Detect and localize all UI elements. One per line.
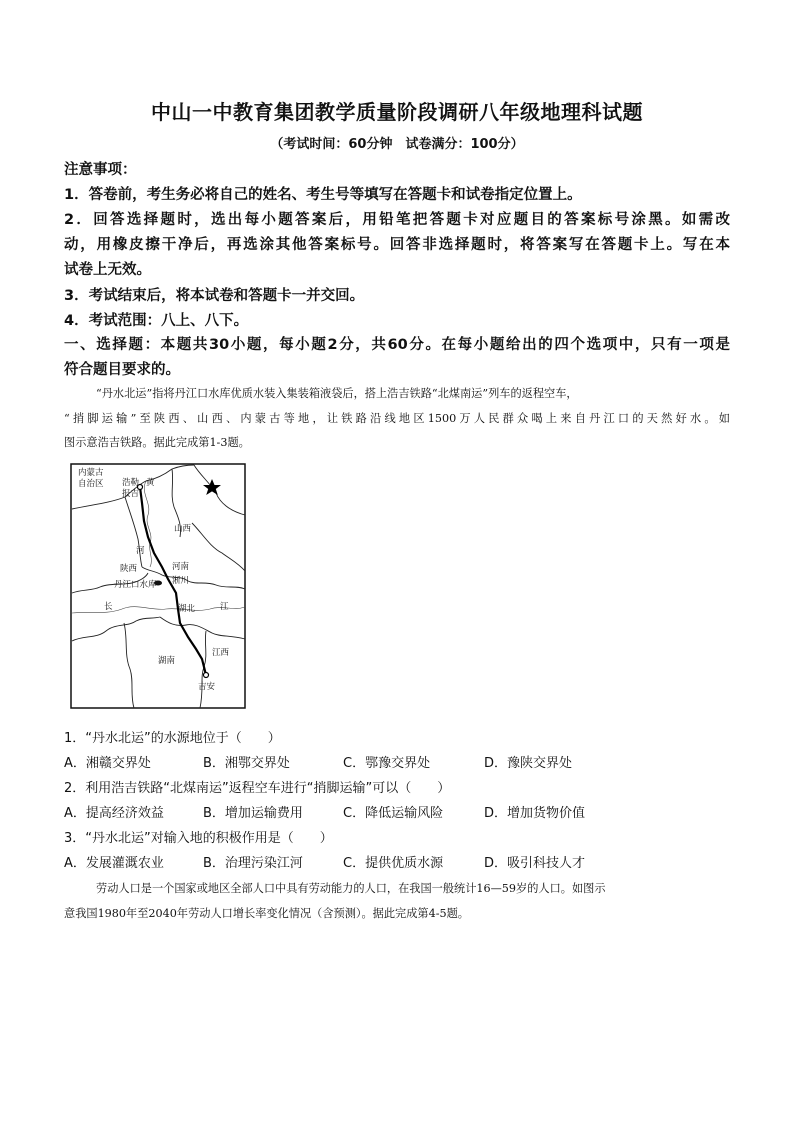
map-label-huang: 黄 (146, 478, 155, 488)
notice-heading: 注意事项： (64, 162, 137, 178)
q2-option-d[interactable]: D．增加货物价值 (484, 806, 586, 821)
map-label-xichuan: 淅川 (172, 576, 190, 586)
notice-item-2-line-3: 试卷上无效。 (64, 262, 151, 278)
map-label-hunan: 湖南 (158, 656, 176, 666)
q3-option-a[interactable]: A．发展灌溉农业 (64, 856, 164, 871)
notice-item-1: 1．答卷前，考生务必将自己的姓名、考生号等填写在答题卡和试卷指定位置上。 (64, 187, 582, 203)
notice-item-3: 3．考试结束后，将本试卷和答题卡一并交回。 (64, 288, 365, 304)
railway-map-svg (70, 463, 246, 709)
railway-map (70, 463, 246, 709)
passage-2-line-2: 意我国1980年至2040年劳动人口增长率变化情况（含预测）。据此完成第4-5题。 (64, 907, 469, 920)
passage-2-line-1: 劳动人口是一个国家或地区全部人口中具有劳动能力的人口，在我国一般统计16—59岁的人口。如图示 (96, 882, 606, 895)
map-label-danjiang: 丹江口水库 (114, 580, 157, 590)
passage-1-line-3: 图示意浩吉铁路。据此完成第1-3题。 (64, 436, 250, 449)
question-3-stem: 3．“丹水北运”对输入地的积极作用是（ ） (64, 831, 333, 846)
passage-1-line-1: “丹水北运”指将丹江口水库优质水装入集装箱液袋后，搭上浩吉铁路“北煤南运”列车的返程空车， (96, 387, 578, 400)
map-label-jiangxi: 江西 (212, 648, 230, 658)
q3-option-b[interactable]: B．治理污染江河 (203, 856, 303, 871)
question-1-stem: 1．“丹水北运”的水源地位于（ ） (64, 731, 281, 746)
q2-option-c[interactable]: C．降低运输风险 (343, 806, 444, 821)
q1-option-b[interactable]: B．湘鄂交界处 (203, 756, 290, 771)
map-label-hubei: 湖北 (178, 604, 196, 614)
map-label-he: 河 (136, 546, 145, 556)
section-heading-line-2: 符合题目要求的。 (64, 362, 180, 378)
q1-option-a[interactable]: A．湘赣交界处 (64, 756, 151, 771)
notice-item-4: 4．考试范围：八上、八下。 (64, 313, 249, 329)
map-label-shanxi: 山西 (174, 524, 192, 534)
q3-option-c[interactable]: C．提供优质水源 (343, 856, 444, 871)
map-label-shaanxi: 陕西 (120, 564, 138, 574)
section-heading-line-1: 一、选择题：本题共30小题，每小题2分，共60分。在每小题给出的四个选项中，只有一项是 (64, 337, 730, 353)
q1-option-d[interactable]: D．豫陕交界处 (484, 756, 573, 771)
passage-1-line-2: “捎脚运输”至陕西、山西、内蒙古等地，让铁路沿线地区1500万人民群众喝上来自丹江口的天然好水。如 (64, 412, 730, 425)
map-label-hao: 浩勒 (122, 478, 140, 488)
map-label-jiang: 江 (220, 602, 229, 612)
q2-option-a[interactable]: A．提高经济效益 (64, 806, 164, 821)
map-label-jian: 吉安 (198, 682, 216, 692)
map-label-chang: 长 (104, 602, 113, 612)
q2-option-b[interactable]: B．增加运输费用 (203, 806, 303, 821)
notice-item-2-line-2: 动，用橡皮擦干净后，再选涂其他答案标号。回答非选择题时，将答案写在答题卡上。写在本 (64, 237, 730, 253)
map-label-nmg2: 自治区 (78, 479, 104, 489)
map-label-bao: 报吉 (122, 489, 140, 499)
question-2-stem: 2．利用浩吉铁路“北煤南运”返程空车进行“捎脚运输”可以（ ） (64, 781, 451, 796)
q1-option-c[interactable]: C．鄂豫交界处 (343, 756, 431, 771)
notice-item-2-line-1: 2．回答选择题时，选出每小题答案后，用铅笔把答题卡对应题目的答案标号涂黑。如需改 (64, 212, 730, 228)
map-label-nmg1: 内蒙古 (78, 468, 104, 478)
q3-option-d[interactable]: D．吸引科技人才 (484, 856, 586, 871)
page-title: 中山一中教育集团教学质量阶段调研八年级地理科试题 (151, 100, 643, 124)
exam-info: （考试时间：60分钟 试卷满分：100分） (270, 137, 524, 152)
map-label-henan: 河南 (172, 562, 190, 572)
